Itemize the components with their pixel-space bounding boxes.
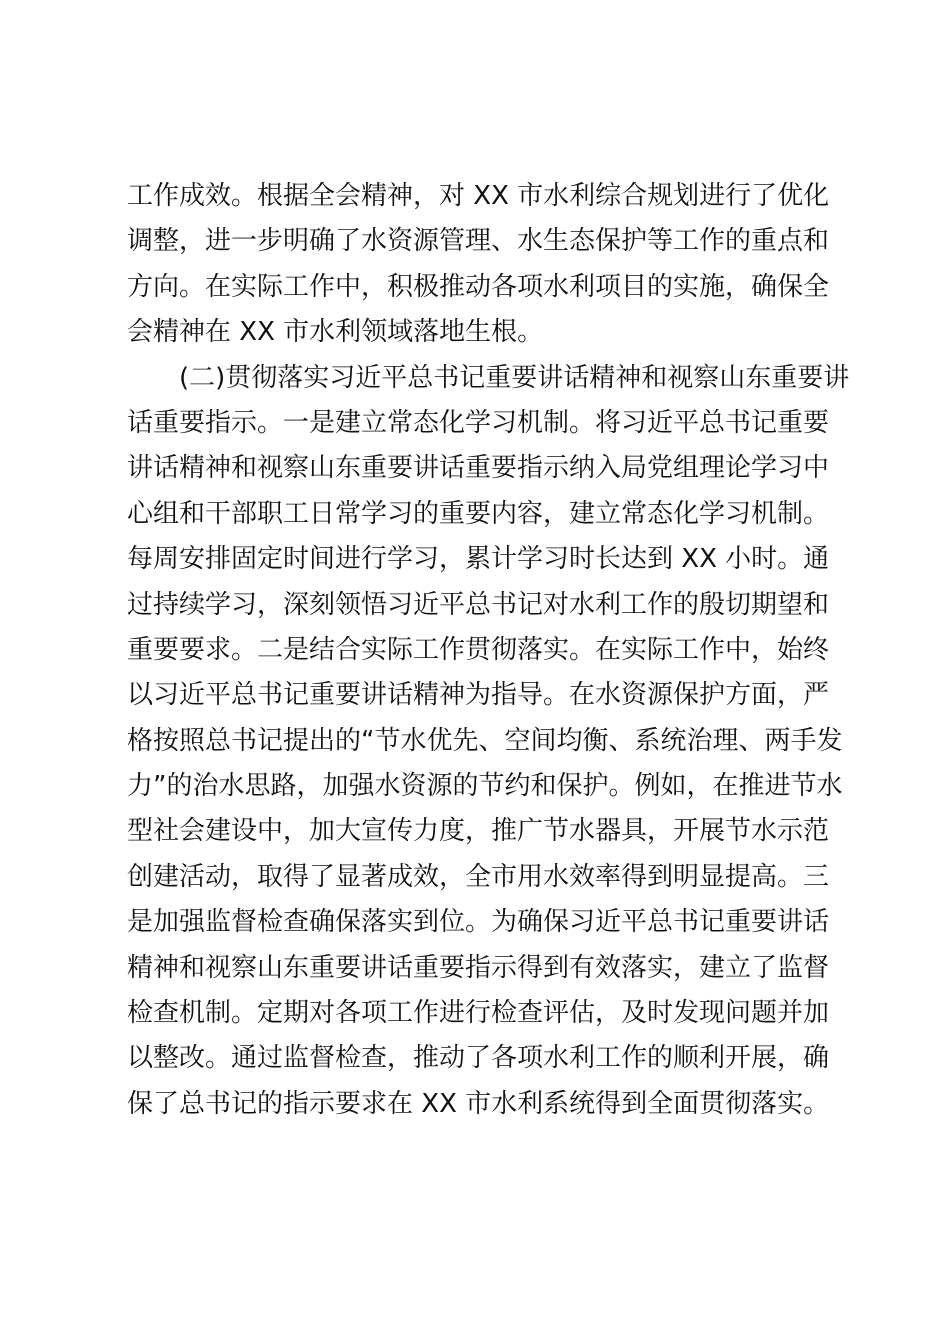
- text-line: 精神和视察山东重要讲话重要指示得到有效落实，建立了监督: [127, 952, 830, 983]
- paragraph-1: [127, 174, 830, 356]
- text-line: 每周安排固定时间进行学习，累计学习时长达到 XX 小时。通: [127, 544, 830, 575]
- text-line: 重要要求。二是结合实际工作贯彻落实。在实际工作中，始终: [127, 634, 830, 665]
- text-line: 以整改。通过监督检查，推动了各项水利工作的顺利开展，确: [127, 1043, 830, 1074]
- paragraph-2: [127, 356, 850, 1128]
- text-line: 保了总书记的指示要求在 XX 市水利系统得到全面贯彻落实。: [127, 1088, 830, 1119]
- text-line: 会精神在 XX 市水利领域落地生根。: [127, 317, 544, 348]
- text-line: 心组和干部职工日常学习的重要内容，建立常态化学习机制。: [127, 498, 830, 529]
- text-line: 型社会建设中，加大宣传力度，推广节水器具，开展节水示范: [127, 816, 830, 847]
- text-line: 讲话精神和视察山东重要讲话重要指示纳入局党组理论学习中: [127, 453, 830, 484]
- text-line: 是加强监督检查确保落实到位。为确保习近平总书记重要讲话: [127, 907, 830, 938]
- text-line: 力”的治水思路，加强水资源的节约和保护。例如，在推进节水: [127, 771, 843, 802]
- text-line: 检查机制。定期对各项工作进行检查评估，及时发现问题并加: [127, 998, 830, 1029]
- text-line: 方向。在实际工作中，积极推动各项水利项目的实施，确保全: [127, 271, 830, 302]
- text-line: 调整，进一步明确了水资源管理、水生态保护等工作的重点和: [127, 226, 830, 257]
- text-line: 工作成效。根据全会精神，对 XX 市水利综合规划进行了优化: [127, 181, 830, 211]
- text-line: 以习近平总书记重要讲话精神为指导。在水资源保护方面，严: [127, 680, 830, 711]
- document-body: [127, 174, 850, 1127]
- text-line: 创建活动，取得了显著成效，全市用水效率得到明显提高。三: [127, 861, 830, 892]
- text-line: 话重要指示。一是建立常态化学习机制。将习近平总书记重要: [127, 407, 830, 438]
- text-line: 格按照总书记提出的“节水优先、空间均衡、系统治理、两手发: [127, 725, 843, 756]
- text-line: (二)贯彻落实习近平总书记重要讲话精神和视察山东重要讲: [179, 362, 850, 393]
- text-line: 过持续学习，深刻领悟习近平总书记对水利工作的殷切期望和: [127, 589, 830, 620]
